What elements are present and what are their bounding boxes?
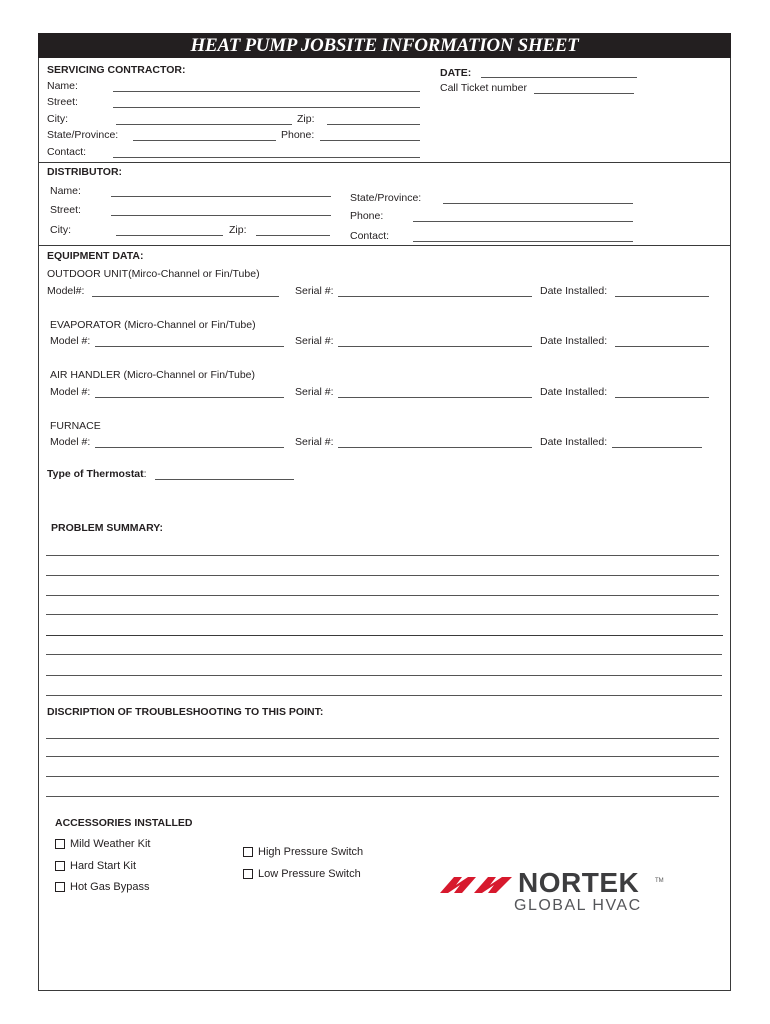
contractor-phone-field[interactable] <box>320 140 420 141</box>
troubleshooting-line[interactable] <box>46 796 719 797</box>
hard-start-kit-option[interactable] <box>55 860 136 872</box>
outdoor-model-field[interactable] <box>92 296 279 297</box>
call-ticket-label: Call Ticket number <box>440 82 527 94</box>
distributor-zip-field[interactable] <box>256 235 330 236</box>
problem-line[interactable] <box>46 575 719 576</box>
distributor-street-label: Street: <box>50 204 81 216</box>
contractor-city-label: City: <box>47 113 68 125</box>
air-handler-serial-label: Serial #: <box>295 386 334 398</box>
call-ticket-field[interactable] <box>534 93 634 94</box>
distributor-contact-label: Contact: <box>350 230 390 242</box>
evaporator-serial-label: Serial #: <box>295 335 334 347</box>
date-field[interactable] <box>481 77 637 78</box>
distributor-heading: DISTRIBUTOR: <box>47 166 123 178</box>
date-label: DATE: <box>440 67 472 79</box>
troubleshooting-heading: DISCRIPTION OF TROUBLESHOOTING TO THIS POINT: <box>47 706 324 718</box>
outdoor-unit-title: OUTDOOR UNIT(Mirco-Channel or Fin/Tube) <box>47 268 260 280</box>
distributor-zip-label: Zip: <box>229 224 247 236</box>
contractor-contact-field[interactable] <box>113 157 420 158</box>
problem-line[interactable] <box>46 555 719 556</box>
furnace-serial-label: Serial #: <box>295 436 334 448</box>
air-handler-model-field[interactable] <box>95 397 284 398</box>
distributor-name-label: Name: <box>50 185 81 197</box>
distributor-contact-field[interactable] <box>413 241 633 242</box>
low-pressure-switch-option[interactable] <box>243 868 361 880</box>
contractor-contact-label: Contact: <box>47 146 87 158</box>
air-handler-title: AIR HANDLER (Micro-Channel or Fin/Tube) <box>50 369 256 381</box>
distributor-phone-field[interactable] <box>413 221 633 222</box>
contractor-street-field[interactable] <box>113 107 420 108</box>
logo-subtitle: GLOBAL HVAC <box>514 897 642 914</box>
section-divider <box>39 162 730 163</box>
contractor-city-field[interactable] <box>116 124 292 125</box>
page-title: HEAT PUMP JOBSITE INFORMATION SHEET <box>190 35 579 56</box>
checkbox-icon[interactable] <box>55 882 65 892</box>
distributor-name-field[interactable] <box>111 196 331 197</box>
troubleshooting-line[interactable] <box>46 776 719 777</box>
nortek-chevron-icon <box>440 873 516 895</box>
thermostat-field[interactable] <box>155 479 294 480</box>
equipment-heading: EQUIPMENT DATA: <box>47 250 144 262</box>
nortek-logo <box>440 868 670 918</box>
furnace-date-field[interactable] <box>612 447 702 448</box>
thermostat-label-text: Type of Thermostat <box>47 468 144 480</box>
distributor-city-label: City: <box>50 224 71 236</box>
contractor-zip-label: Zip: <box>297 113 315 125</box>
distributor-state-field[interactable] <box>443 203 633 204</box>
evaporator-model-field[interactable] <box>95 346 284 347</box>
contractor-name-label: Name: <box>47 80 78 92</box>
logo-trademark: TM <box>655 878 664 884</box>
evaporator-title: EVAPORATOR (Micro-Channel or Fin/Tube) <box>50 319 256 331</box>
contractor-state-label: State/Province: <box>47 129 119 141</box>
hard-start-kit-label: Hard Start Kit <box>70 860 137 872</box>
logo-wordmark: NORTEK <box>518 867 640 898</box>
air-handler-date-label: Date Installed: <box>540 386 608 398</box>
high-pressure-switch-option[interactable] <box>243 846 363 858</box>
outdoor-serial-field[interactable] <box>338 296 532 297</box>
hot-gas-bypass-option[interactable] <box>55 881 149 893</box>
thermostat-label <box>47 468 147 481</box>
air-handler-model-label: Model #: <box>50 386 91 398</box>
problem-line[interactable] <box>46 654 722 655</box>
evaporator-date-label: Date Installed: <box>540 335 608 347</box>
outdoor-model-label: Model#: <box>47 285 85 297</box>
distributor-phone-label: Phone: <box>350 210 384 222</box>
furnace-date-label: Date Installed: <box>540 436 608 448</box>
distributor-city-field[interactable] <box>116 235 223 236</box>
contractor-heading: SERVICING CONTRACTOR: <box>47 64 186 76</box>
air-handler-serial-field[interactable] <box>338 397 532 398</box>
outdoor-serial-label: Serial #: <box>295 285 334 297</box>
problem-line[interactable] <box>46 614 718 615</box>
distributor-state-label: State/Province: <box>350 192 422 204</box>
problem-line[interactable] <box>46 675 722 676</box>
air-handler-date-field[interactable] <box>615 397 709 398</box>
furnace-model-label: Model #: <box>50 436 91 448</box>
furnace-title: FURNACE <box>50 420 101 432</box>
problem-line[interactable] <box>46 635 723 636</box>
mild-weather-kit-option[interactable] <box>55 838 151 850</box>
problem-line[interactable] <box>46 695 722 696</box>
contractor-zip-field[interactable] <box>327 124 420 125</box>
furnace-serial-field[interactable] <box>338 447 532 448</box>
low-pressure-switch-label: Low Pressure Switch <box>258 868 361 880</box>
evaporator-model-label: Model #: <box>50 335 91 347</box>
contractor-state-field[interactable] <box>133 140 276 141</box>
distributor-street-field[interactable] <box>111 215 331 216</box>
troubleshooting-line[interactable] <box>46 738 719 739</box>
section-divider <box>39 245 730 246</box>
outdoor-date-field[interactable] <box>615 296 709 297</box>
high-pressure-switch-label: High Pressure Switch <box>258 846 364 858</box>
furnace-model-field[interactable] <box>95 447 284 448</box>
contractor-street-label: Street: <box>47 96 78 108</box>
checkbox-icon[interactable] <box>55 861 65 871</box>
thermostat-colon: : <box>143 468 147 480</box>
contractor-phone-label: Phone: <box>281 129 315 141</box>
accessories-heading: ACCESSORIES INSTALLED <box>55 817 193 829</box>
checkbox-icon[interactable] <box>243 869 253 879</box>
evaporator-serial-field[interactable] <box>338 346 532 347</box>
checkbox-icon[interactable] <box>55 839 65 849</box>
problem-summary-heading: PROBLEM SUMMARY: <box>51 522 163 534</box>
contractor-name-field[interactable] <box>113 91 420 92</box>
hot-gas-bypass-label: Hot Gas Bypass <box>70 881 150 893</box>
outdoor-date-label: Date Installed: <box>540 285 608 297</box>
checkbox-icon[interactable] <box>243 847 253 857</box>
evaporator-date-field[interactable] <box>615 346 709 347</box>
problem-line[interactable] <box>46 595 719 596</box>
title-bar <box>38 33 731 58</box>
mild-weather-kit-label: Mild Weather Kit <box>70 838 151 850</box>
troubleshooting-line[interactable] <box>46 756 719 757</box>
